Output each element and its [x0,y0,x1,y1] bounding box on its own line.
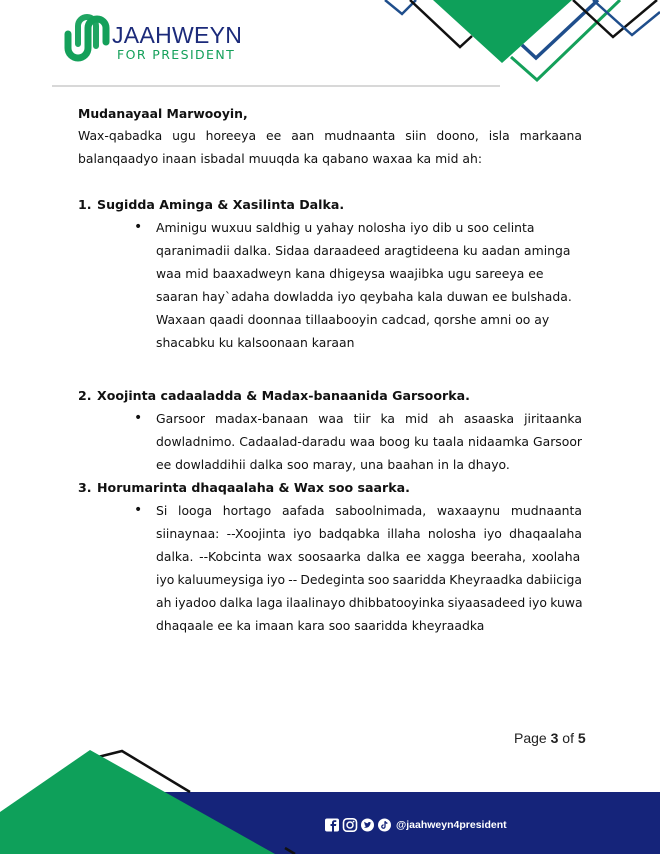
page-total: 5 [577,730,586,746]
bullet-line: Garsoor madax-banaan waa tiir ka mid ah asaaska jiritaanka [156,411,582,426]
bullet-line: saaran hay`adaha dowladda iyo qeybaha kala duwan ee bulshada. [156,289,572,304]
section-heading-2 [78,384,470,407]
page-of: of [562,730,574,746]
section-number: 2. [78,388,92,403]
intro-line: Wax-qabadka ugu horeeya ee aan mudnaanta siin doono, isla markaana [78,128,582,143]
bullet-line: Si looga hortago aafada saboolnimada, waxaaynu mudnaanta [156,503,582,518]
section-title: Horumarinta dhaqaalaha & Wax soo saarka. [97,480,410,495]
bullet-line: shacabku ku kalsoonaan karaan [156,335,355,350]
section-number: 1. [78,197,92,212]
bullet-line: Aminigu wuxuu saldhig u yahay nolosha iyo dib u soo celinta [156,220,535,235]
logo-mark-icon [56,12,112,62]
section-title: Sugidda Aminga & Xasilinta Dalka. [97,197,345,212]
bullet-line: dalka. --Kobcinta wax soosaarka dalka ee xagga beeraha, xoolaha [156,549,581,564]
page-label: Page [514,730,547,746]
social-links [324,818,507,832]
salutation: Mudanayaal Marwooyin, [78,106,248,121]
bullet-icon: • [134,219,143,235]
twitter-icon[interactable] [360,818,375,832]
page-current: 3 [550,730,559,746]
header-divider [52,85,500,87]
bullet-icon: • [134,410,143,426]
intro-line: balanqaadyo inaan isbadal muuqda ka qabano waxaa ka mid ah: [78,151,483,166]
brand-name: JAAHWEYN [112,22,243,48]
section-title: Xoojinta cadaaladda & Madax-banaanida Garsoorka. [97,388,470,403]
tiktok-icon[interactable] [377,818,392,832]
section-heading-3 [78,476,410,499]
footer-decoration [0,740,320,854]
facebook-icon[interactable] [324,818,340,832]
section-number: 3. [78,480,92,495]
page-number [514,729,586,747]
bullet-line: siinaynaa: --Xoojinta iyo badqabka illaha nolosha iyo dhaqaalaha [156,526,582,541]
bullet-line: qaranimadii dalka. Sidaa daraadeed aragtideena ku aadan aminga [156,243,571,258]
bullet-line: dowladnimo. Cadaalad-daradu waa boog ku taala nidaamka Garsoor [156,434,582,449]
bullet-line: ah iyadoo dalka laga ilaalinayo dhibbatooyinka siyaasadeed iyo kuwa [156,595,583,610]
section-heading-1 [78,193,344,216]
bullet-icon: • [134,502,143,518]
social-handle[interactable]: @jaahweyn4president [396,819,507,831]
bullet-line: Waxaan qaadi doonnaa tillaabooyin cadcad, qorshe amni oo ay [156,312,550,327]
bullet-line: dhaqaale ee ka imaan kara soo saaridda kheyraadka [156,618,485,633]
bullet-line: waa mid baaxadweyn kana dhigeysa waajibka ugu sareeya ee [156,266,544,281]
bullet-line: ee dowladdihii dalka soo maray, una baahan in la dhayo. [156,457,510,472]
instagram-icon[interactable] [342,818,358,832]
brand-tagline: FOR PRESIDENT [117,47,236,62]
bullet-line: iyo kaluumeysiga iyo -- Dedeginta soo saaridda Kheyraadka dabiiciga [156,572,582,587]
